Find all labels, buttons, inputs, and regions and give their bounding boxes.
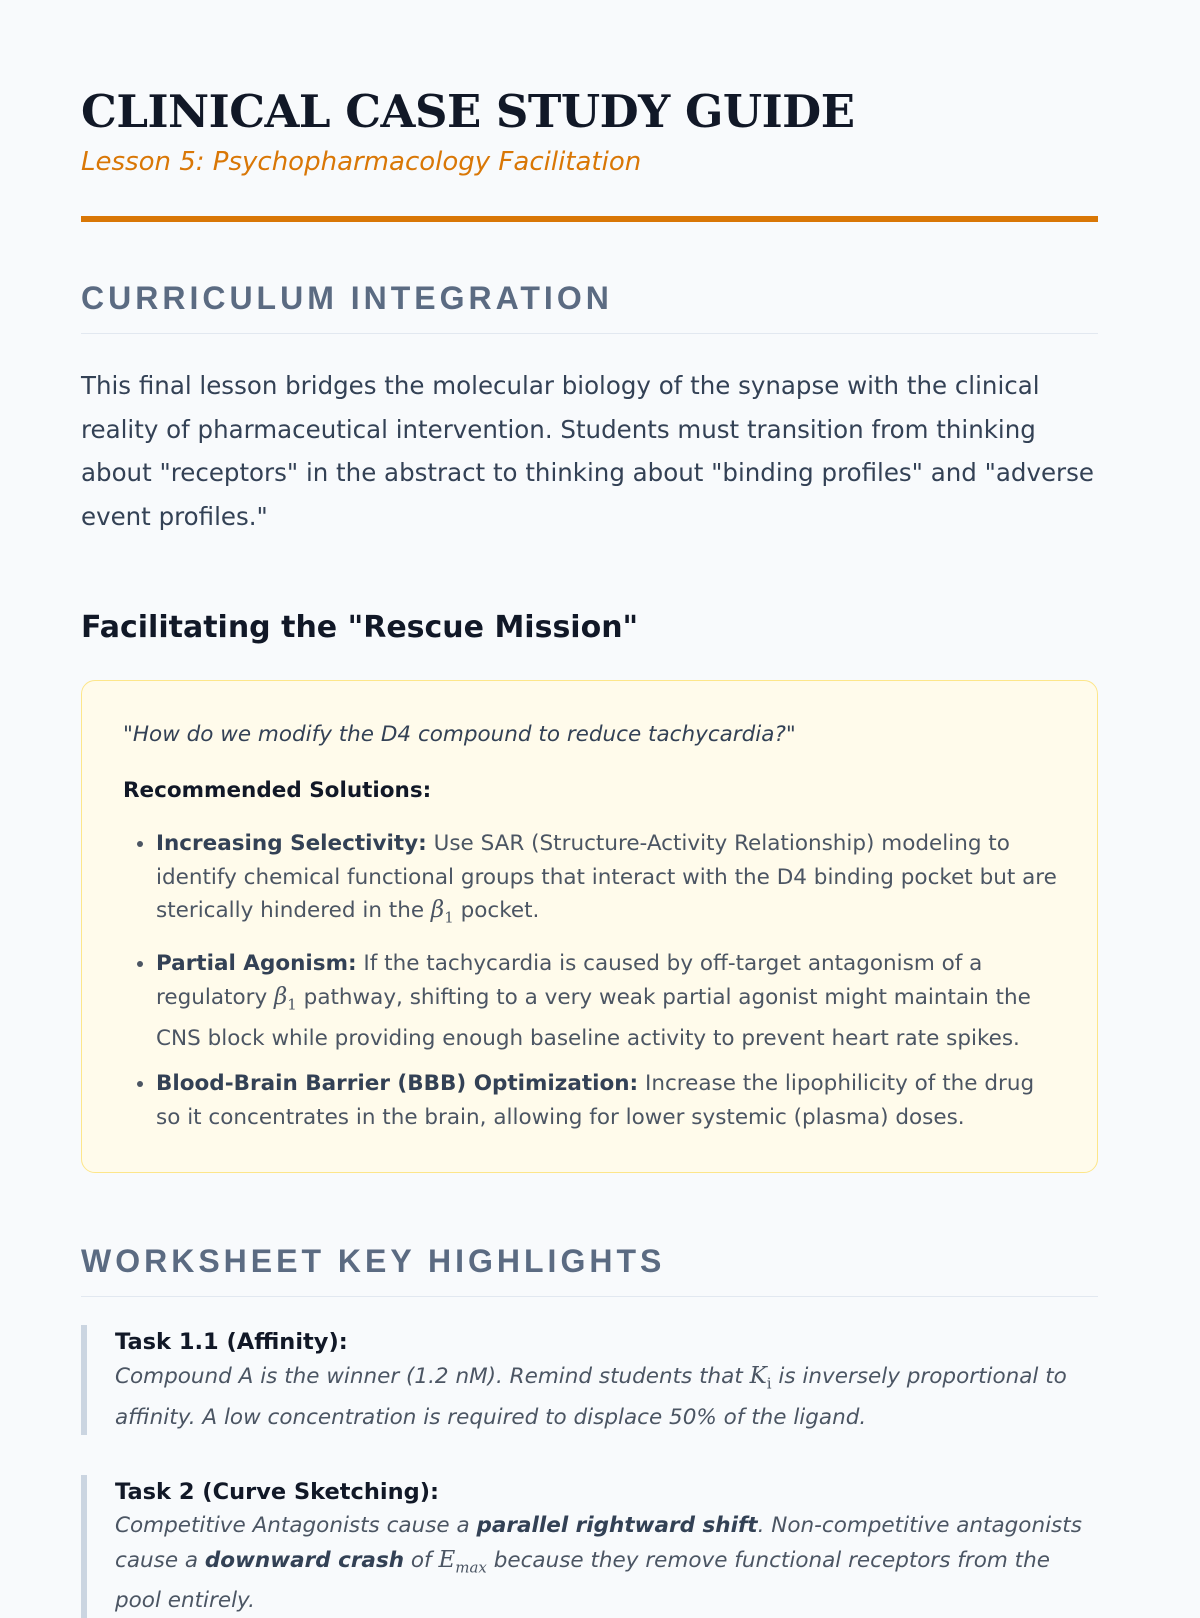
math-base: K (749, 1363, 767, 1390)
math-subscript: max (455, 1558, 487, 1577)
task-text-segment: is inversely proportional to affinity. A low concentration is required to displace 50% of the ligand. (115, 1364, 1067, 1430)
callout-question: "How do we modify the D4 compound to reduce tachycardia?" (123, 722, 796, 747)
beta-symbol (274, 983, 297, 1014)
task-text-segment: because they remove functional receptors from the pool entirely. (115, 1547, 1050, 1614)
task-text-segment: . Non-competitive antagonists cause a (115, 1512, 1082, 1573)
document-subtitle: Lesson 5: Psychopharmacology Facilitation (81, 147, 642, 177)
solution-text: Use SAR (Structure-Activity Relationship) modeling to identify chemical functional groups that interact with the D4 binding pocket but are sterically hindered in the (156, 831, 1057, 923)
ki-symbol (749, 1363, 772, 1393)
task-title: Task 2 (Curve Sketching): (115, 1478, 440, 1505)
task-text-segment: Compound A is the winner (1.2 nM). Remind students that (115, 1364, 750, 1390)
task-text (115, 1509, 1098, 1618)
curriculum-integration-heading: CURRICULUM INTEGRATION (81, 280, 1098, 334)
solution-text: pocket. (453, 898, 540, 923)
solution-item-bbb-optimization (156, 1067, 1057, 1134)
math-base: β (274, 983, 288, 1010)
rescue-mission-heading: Facilitating the "Rescue Mission" (81, 610, 639, 645)
solutions-list (123, 827, 1057, 1134)
title-divider (81, 216, 1098, 222)
math-subscript: 1 (287, 995, 297, 1014)
math-subscript: i (766, 1374, 772, 1393)
task-text (115, 1359, 1098, 1435)
beta-symbol (430, 897, 454, 927)
task-affinity-block (81, 1325, 1098, 1435)
math-base: E (438, 1546, 456, 1573)
solution-text: pathway, shifting to a very weak partial agonist might maintain the CNS block while providing enough baseline activity to prevent heart rate spikes. (156, 984, 1031, 1051)
solution-item-partial-agonism (156, 947, 1057, 1055)
task-text-segment: of (404, 1547, 439, 1573)
solution-text: If the tachycardia is caused by off-target antagonism of a regulatory (156, 951, 983, 1010)
solution-term: Blood-Brain Barrier (BBB) Optimization: (156, 1071, 639, 1097)
curriculum-paragraph: This final lesson bridges the molecular biology of the synapse with the clinical reality of pharmaceutical intervention. Students must transition from thinking about "receptors" in the abstract to thinking about "binding profiles" and "adverse event profiles." (81, 371, 1094, 531)
task-title: Task 1.1 (Affinity): (115, 1329, 348, 1356)
solution-term: Increasing Selectivity: (156, 831, 427, 856)
emphasis-parallel-shift: parallel rightward shift (476, 1512, 758, 1538)
recommended-solutions-label: Recommended Solutions: (123, 778, 432, 803)
document-title: CLINICAL CASE STUDY GUIDE (81, 85, 855, 138)
worksheet-highlights-heading: WORKSHEET KEY HIGHLIGHTS (81, 1243, 1098, 1297)
task-curve-sketching-block (81, 1475, 1098, 1618)
task-text-segment: Competitive Antagonists cause a (115, 1512, 477, 1538)
emphasis-downward-crash: downward crash (204, 1547, 405, 1573)
math-base: β (430, 897, 445, 923)
solution-text: Increase the lipophilicity of the drug so it concentrates in the brain, allowing for lower systemic (plasma) doses. (156, 1071, 1035, 1130)
rescue-mission-callout (81, 680, 1098, 1173)
emax-symbol (438, 1546, 487, 1577)
solution-item-selectivity (156, 827, 1057, 935)
math-subscript: 1 (444, 908, 454, 927)
solution-term: Partial Agonism: (156, 951, 357, 977)
